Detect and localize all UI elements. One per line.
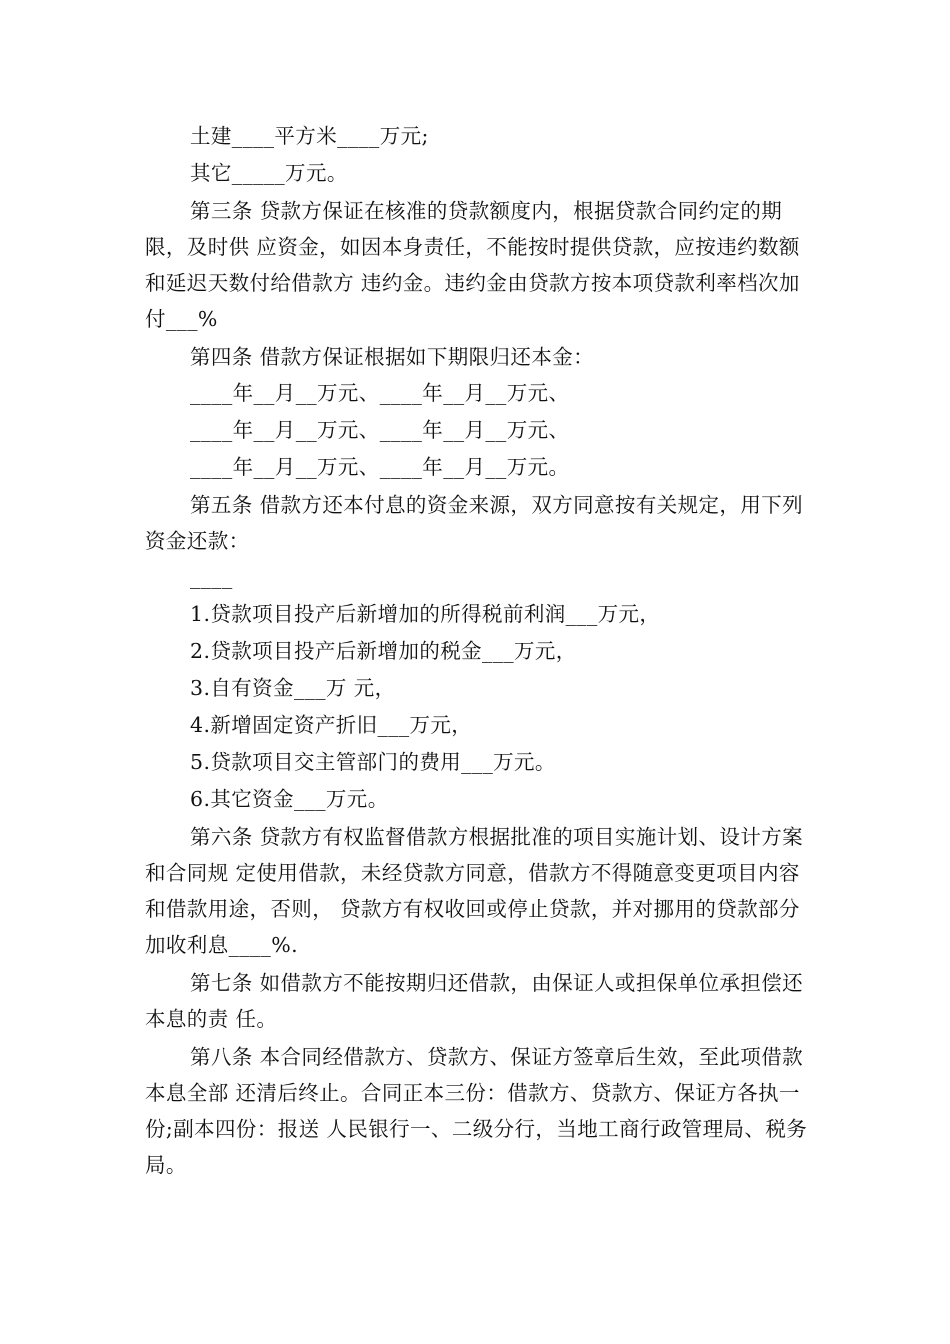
fund-item-6: 6.其它资金___万元。: [190, 787, 389, 811]
schedule-line-1: ____年__月__万元、____年__月__万元、: [190, 381, 570, 405]
civil-works-line: 土建____平方米____万元;: [190, 124, 429, 148]
fund-item-5: 5.贷款项目交主管部门的费用___万元。: [190, 750, 556, 774]
schedule-line-2: ____年__月__万元、____年__月__万元、: [190, 418, 570, 442]
fund-item-1: 1.贷款项目投产后新增加的所得税前利润___万元，: [190, 602, 661, 626]
fund-item-2: 2.贷款项目投产后新增加的税金___万元，: [190, 639, 577, 663]
contract-page: [145, 118, 810, 1183]
article-4: 第四条 借款方保证根据如下期限归还本金：: [190, 345, 595, 369]
article-3: 第三条 贷款方保证在核准的贷款额度内，根据贷款合同约定的期限，及时供 应资金，如因本身责任，不能按时提供贷款，应按违约数额和延迟天数付给借款方 违约金。违约金由贷款方按本项贷款利率档次加付___%: [145, 199, 800, 331]
article-8: 第八条 本合同经借款方、贷款方、保证方签章后生效，至此项借款本息全部 还清后终止。合同正本三份：借款方、贷款方、保证方各执一份;副本四份：报送 人民银行一、二级分行，当地工商行政管理局、税务局。: [145, 1045, 808, 1177]
article-6: 第六条 贷款方有权监督借款方根据批准的项目实施计划、设计方案和合同规 定使用借款，未经贷款方同意，借款方不得随意变更项目内容和借款用途，否则， 贷款方有权收回或停止贷款，并对挪用的贷款部分加收利息____%.: [145, 825, 804, 957]
article-7: 第七条 如借款方不能按期归还借款，由保证人或担保单位承担偿还本息的责 任。: [145, 971, 804, 1031]
other-cost-line: 其它_____万元。: [190, 161, 348, 185]
fund-item-3: 3.自有资金___万 元，: [190, 676, 396, 700]
blank-line: ____: [190, 565, 233, 589]
article-5: 第五条 借款方还本付息的资金来源，双方同意按有关规定，用下列资金还款：: [145, 493, 804, 553]
schedule-line-3: ____年__月__万元、____年__月__万元。: [190, 455, 570, 479]
fund-item-4: 4.新增固定资产折旧___万元，: [190, 713, 473, 737]
